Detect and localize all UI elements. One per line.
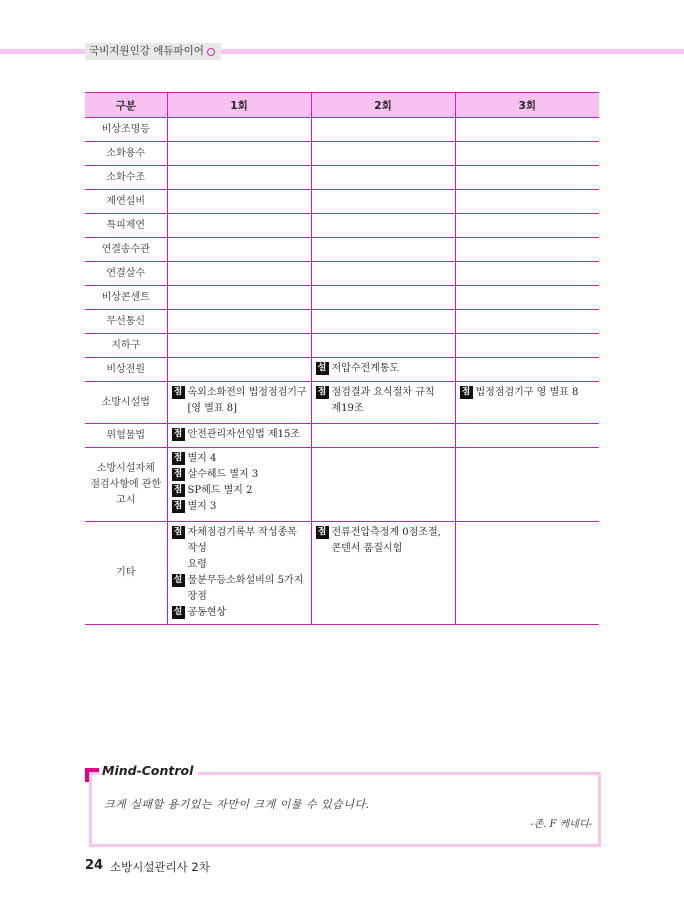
category-badge: 점 — [172, 468, 185, 481]
entry-text: 공동현상 — [187, 607, 227, 618]
row-category: 제연설비 — [85, 190, 167, 214]
cell-entry — [172, 483, 309, 499]
book-title: 소방시설관리사 2차 — [110, 860, 210, 874]
cell-entry — [172, 499, 309, 515]
header-label: 국비지원인강 에듀파이어 — [89, 45, 204, 57]
round-1-cell — [167, 286, 311, 310]
entry-text: SP헤드 별지 2 — [187, 485, 253, 496]
round-2-cell — [311, 238, 455, 262]
category-badge: 점 — [172, 428, 185, 441]
row-category: 연결송수관 — [85, 238, 167, 262]
round-3-cell — [455, 286, 599, 310]
cell-entry — [172, 385, 309, 417]
table-body — [85, 118, 599, 625]
round-2-cell — [311, 424, 455, 448]
cell-entry — [172, 451, 309, 467]
round-1-cell — [167, 142, 311, 166]
round-1-cell — [167, 334, 311, 358]
round-2-cell — [311, 382, 455, 424]
entry-text: 저압수전계통도 — [331, 363, 400, 374]
table-row — [85, 262, 599, 286]
row-category: 기타 — [85, 522, 167, 625]
round-1-cell — [167, 262, 311, 286]
category-badge: 점 — [460, 386, 473, 399]
cell-entry — [172, 605, 309, 621]
entry-text: 별지 4 — [187, 453, 217, 464]
category-badge: 점 — [316, 386, 329, 399]
round-3-cell — [455, 358, 599, 382]
round-2-cell — [311, 448, 455, 522]
round-2-cell — [311, 142, 455, 166]
round-3-cell — [455, 142, 599, 166]
cell-entry — [460, 385, 598, 401]
row-category: 연결살수 — [85, 262, 167, 286]
entry-text: 안전관리자선임법 제15조 — [187, 429, 301, 440]
entry-text: 살수헤드 별지 3 — [187, 469, 259, 480]
entry-text: 전류전압측정계 0점조절, 콘덴서 품질시험 — [331, 527, 441, 554]
entry-text: 물분무등소화설비의 5가지 장점 — [187, 575, 304, 602]
row-category: 무선통신 — [85, 310, 167, 334]
cell-entry — [172, 427, 309, 443]
round-2-cell — [311, 310, 455, 334]
round-1-cell — [167, 522, 311, 625]
row-category: 비상조명등 — [85, 118, 167, 142]
row-category: 지하구 — [85, 334, 167, 358]
category-badge: 점 — [172, 484, 185, 497]
table-header-row — [85, 93, 599, 118]
table-row — [85, 238, 599, 262]
round-1-cell — [167, 118, 311, 142]
cell-entry — [316, 525, 453, 557]
row-category: 위험물법 — [85, 424, 167, 448]
round-2-cell — [311, 522, 455, 625]
entry-text: 옥외소화전의 법정점검기구 [영 별표 8] — [187, 387, 307, 414]
round-1-cell — [167, 166, 311, 190]
row-category: 특피제연 — [85, 214, 167, 238]
header-round-2: 2회 — [311, 93, 455, 118]
row-category: 소화용수 — [85, 142, 167, 166]
round-3-cell — [455, 424, 599, 448]
mind-control-title: Mind-Control — [100, 763, 198, 778]
category-badge: 점 — [172, 500, 185, 513]
table-row — [85, 522, 599, 625]
header-round-1: 1회 — [167, 93, 311, 118]
round-3-cell — [455, 190, 599, 214]
category-badge: 점 — [172, 386, 185, 399]
row-category: 소방시설자체 점검사항에 관한 고시 — [85, 448, 167, 522]
cell-entry — [172, 467, 309, 483]
round-3-cell — [455, 214, 599, 238]
round-3-cell — [455, 310, 599, 334]
round-3-cell — [455, 522, 599, 625]
table-row — [85, 286, 599, 310]
category-badge: 설 — [316, 362, 329, 375]
round-2-cell — [311, 286, 455, 310]
round-1-cell — [167, 238, 311, 262]
round-2-cell — [311, 262, 455, 286]
round-2-cell — [311, 190, 455, 214]
round-2-cell — [311, 334, 455, 358]
mind-control-author: -존. F 케네디- — [530, 819, 592, 830]
round-1-cell — [167, 358, 311, 382]
row-category: 비상전원 — [85, 358, 167, 382]
table-row — [85, 448, 599, 522]
table-row — [85, 334, 599, 358]
header-tab — [85, 43, 221, 60]
round-1-cell — [167, 190, 311, 214]
table-row — [85, 190, 599, 214]
round-1-cell — [167, 310, 311, 334]
row-category: 소방시설법 — [85, 382, 167, 424]
cell-entry — [316, 385, 453, 417]
category-badge: 설 — [172, 574, 185, 587]
corner-mark — [85, 768, 99, 772]
round-3-cell — [455, 262, 599, 286]
mind-control-quote: 크게 실패할 용기있는 자만이 크게 이룰 수 있습니다. — [104, 798, 370, 811]
table-row — [85, 166, 599, 190]
table-row — [85, 424, 599, 448]
round-2-cell — [311, 358, 455, 382]
cell-entry — [172, 573, 309, 605]
entry-text: 점검결과 요식절차 규칙 제19조 — [331, 387, 435, 414]
round-1-cell — [167, 448, 311, 522]
table-row — [85, 358, 599, 382]
round-3-cell — [455, 238, 599, 262]
category-badge: 설 — [172, 606, 185, 619]
round-3-cell — [455, 334, 599, 358]
round-3-cell — [455, 382, 599, 424]
table-row — [85, 118, 599, 142]
round-2-cell — [311, 214, 455, 238]
header-category: 구분 — [85, 93, 167, 118]
table-row — [85, 310, 599, 334]
round-1-cell — [167, 424, 311, 448]
row-category: 소화수조 — [85, 166, 167, 190]
category-badge: 점 — [172, 526, 185, 539]
table-row — [85, 214, 599, 238]
circle-icon — [207, 48, 215, 56]
cell-entry — [172, 525, 309, 573]
round-3-cell — [455, 118, 599, 142]
table-row — [85, 382, 599, 424]
round-2-cell — [311, 166, 455, 190]
entry-text: 자체점검기록부 작성종목 작성 요령 — [187, 527, 297, 570]
row-category: 비상콘센트 — [85, 286, 167, 310]
round-1-cell — [167, 382, 311, 424]
category-badge: 점 — [172, 452, 185, 465]
entry-text: 법정점검기구 영 별표 8 — [475, 387, 579, 398]
table-row — [85, 142, 599, 166]
entry-text: 별지 3 — [187, 501, 217, 512]
round-3-cell — [455, 166, 599, 190]
round-1-cell — [167, 214, 311, 238]
round-2-cell — [311, 118, 455, 142]
page-number: 24 — [85, 858, 104, 873]
round-3-cell — [455, 448, 599, 522]
cell-entry — [316, 361, 453, 377]
category-badge: 점 — [316, 526, 329, 539]
inspection-table — [85, 92, 599, 625]
header-round-3: 3회 — [455, 93, 599, 118]
